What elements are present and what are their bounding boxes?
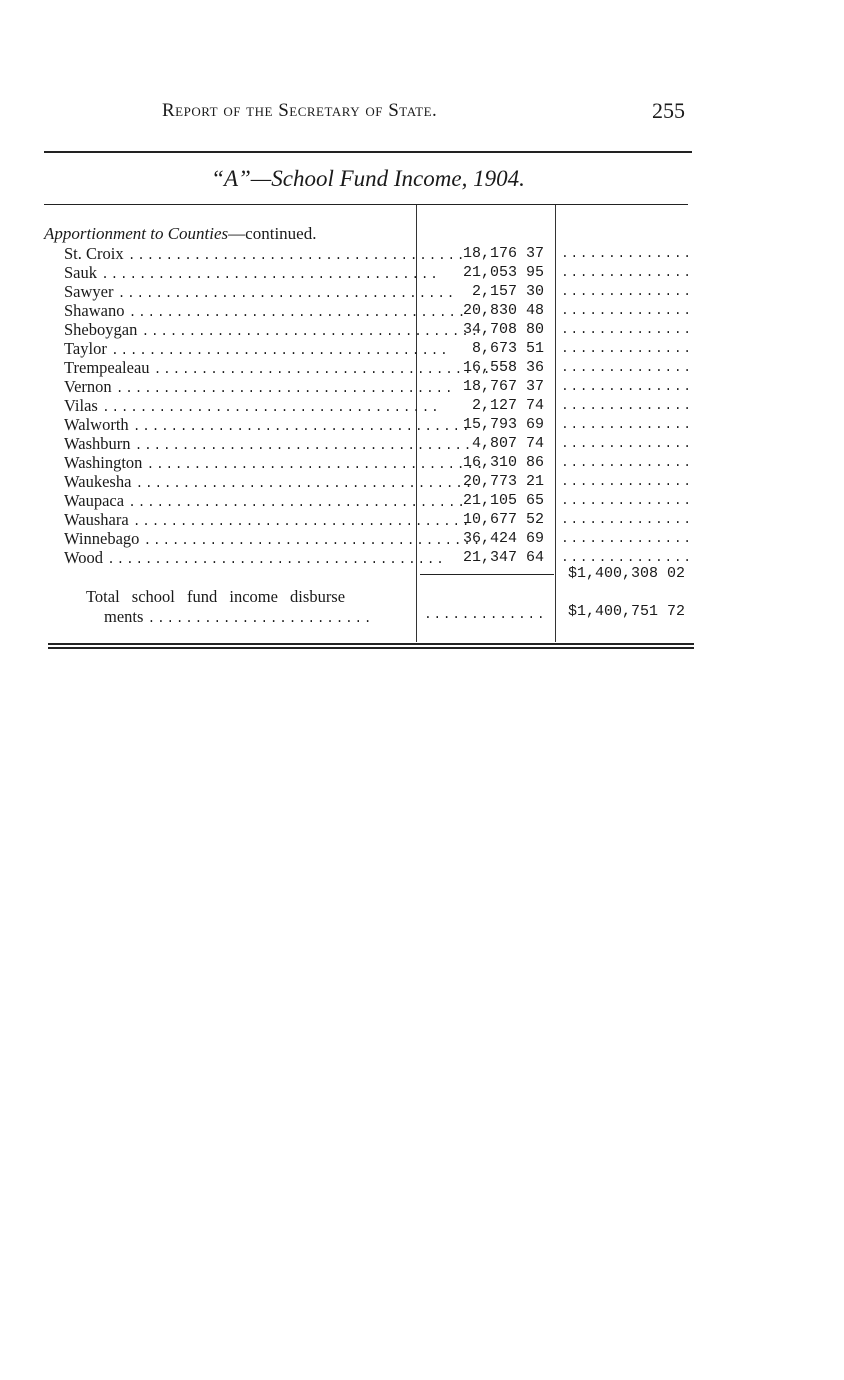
leader-dots: ....................................: [143, 533, 482, 548]
county-name: [64, 263, 440, 284]
table-row: [44, 244, 694, 263]
empty-column-dots: ..............: [561, 512, 693, 527]
table-row: [44, 491, 694, 510]
leader-dots: ....................................: [128, 305, 468, 320]
county-name: [64, 320, 480, 341]
empty-column-dots: ..............: [561, 531, 693, 546]
empty-column-dots: ..............: [561, 417, 693, 432]
county-name: [64, 415, 472, 436]
table-row: [44, 472, 694, 491]
county-name: [64, 339, 450, 360]
county-amount: 36,424 69: [462, 530, 544, 547]
total-label-line1: Total school fund income disburse: [86, 587, 346, 606]
leader-dots: ....................................: [110, 343, 450, 358]
empty-column-dots: ..............: [561, 455, 693, 470]
county-name: [64, 510, 472, 531]
county-label: Sheboygan: [64, 320, 138, 339]
county-amount: 16,558 36: [462, 359, 544, 376]
county-label: Vernon: [64, 377, 112, 396]
county-amount: 20,830 48: [462, 302, 544, 319]
empty-column-dots: ..............: [561, 493, 693, 508]
table-row: [44, 320, 694, 339]
empty-column-dots: ..............: [561, 265, 693, 280]
table-row: [44, 301, 694, 320]
page-number: 255: [652, 98, 685, 123]
county-name: [64, 377, 455, 398]
county-amount: 8,673 51: [471, 340, 544, 357]
county-label: Walworth: [64, 415, 129, 434]
county-amount: 10,677 52: [462, 511, 544, 528]
table-row: [44, 453, 694, 472]
county-amount: 15,793 69: [462, 416, 544, 433]
empty-column-dots: ..............: [561, 379, 693, 394]
county-label: Sawyer: [64, 282, 114, 301]
running-head: Report of the Secretary of State.: [162, 100, 438, 121]
subtotal-rule: [420, 574, 554, 575]
leader-dots: ....................................: [115, 381, 455, 396]
county-amount: 34,708 80: [462, 321, 544, 338]
leader-dots: ....................................: [153, 362, 493, 377]
county-name: [64, 434, 474, 455]
county-name: [64, 282, 457, 303]
top-rule: [44, 151, 692, 153]
table-row: [44, 263, 694, 282]
total-leader-dots: .............: [424, 607, 547, 622]
empty-column-dots: ..............: [561, 436, 693, 451]
section-heading-continued: —continued.: [228, 224, 317, 243]
county-label: Washburn: [64, 434, 131, 453]
empty-column-dots: ..............: [561, 246, 693, 261]
empty-column-dots: ..............: [561, 360, 693, 375]
table-row: [44, 339, 694, 358]
empty-column-dots: ..............: [561, 550, 693, 565]
county-amount: 18,176 37: [462, 245, 544, 262]
table-row: [44, 510, 694, 529]
county-name: [64, 453, 485, 474]
leader-dots: ....................................: [128, 495, 467, 510]
county-label: Vilas: [64, 396, 98, 415]
county-amount: 4,807 74: [471, 435, 544, 452]
county-label: Washington: [64, 453, 143, 472]
leader-dots: ....................................: [127, 248, 467, 263]
county-label: Sauk: [64, 263, 97, 282]
title-rule: [44, 204, 688, 205]
county-name: [64, 301, 468, 322]
leader-dots: ....................................: [132, 514, 472, 529]
table-row: [44, 415, 694, 434]
county-label: St. Croix: [64, 244, 124, 263]
empty-column-dots: ..............: [561, 322, 693, 337]
county-label: Wood: [64, 548, 104, 567]
table-row: [44, 282, 694, 301]
leader-dots: ....................................: [132, 419, 472, 434]
county-label: Waukesha: [64, 472, 132, 491]
table-row: [44, 396, 694, 415]
county-label: Waupaca: [64, 491, 125, 510]
county-rows: [44, 244, 694, 567]
county-amount: 21,105 65: [462, 492, 544, 509]
leader-dots: ....................................: [141, 324, 480, 339]
county-label: Trempealeau: [64, 358, 150, 377]
total-label-text: ments: [104, 607, 144, 626]
table-row: [44, 529, 694, 548]
leader-dots: ....................................: [135, 476, 474, 491]
leader-dots: ....................................: [101, 267, 440, 282]
leader-dots: ....................................: [117, 286, 457, 301]
county-name: [64, 529, 482, 550]
bottom-rule-2: [48, 647, 694, 649]
total-amount: $1,400,751 72: [568, 603, 686, 620]
county-amount: 21,053 95: [462, 264, 544, 281]
county-amount: 16,310 86: [462, 454, 544, 471]
subtotal-amount: $1,400,308 02: [568, 565, 686, 582]
county-amount: 20,773 21: [462, 473, 544, 490]
table-row: [44, 358, 694, 377]
county-name: [64, 491, 467, 512]
section-heading: [44, 224, 316, 244]
county-label: Shawano: [64, 301, 125, 320]
table-title: “A”—School Fund Income, 1904.: [211, 166, 525, 191]
county-amount: 2,157 30: [471, 283, 544, 300]
empty-column-dots: ..............: [561, 474, 693, 489]
leader-dots: ....................................: [101, 400, 441, 415]
empty-column-dots: ..............: [561, 341, 693, 356]
leader-dots: ....................................: [107, 552, 446, 567]
county-amount: 18,767 37: [462, 378, 544, 395]
empty-column-dots: ..............: [561, 398, 693, 413]
county-label: Waushara: [64, 510, 129, 529]
total-label-line2: [104, 607, 373, 627]
table-row: [44, 377, 694, 396]
empty-column-dots: ..............: [561, 284, 693, 299]
empty-column-dots: ..............: [561, 303, 693, 318]
county-name: [64, 472, 474, 493]
county-name: [64, 396, 441, 417]
leader-dots: ....................................: [146, 457, 485, 472]
county-name: [64, 548, 446, 569]
bottom-rule-1: [48, 643, 694, 645]
county-label: Taylor: [64, 339, 107, 358]
county-label: Winnebago: [64, 529, 140, 548]
county-name: [64, 358, 493, 379]
leader-dots: ........................: [147, 611, 374, 626]
county-amount: 21,347 64: [462, 549, 544, 566]
county-name: [64, 244, 467, 265]
county-amount: 2,127 74: [471, 397, 544, 414]
section-heading-main: Apportionment to Counties: [44, 224, 229, 243]
table-row: [44, 434, 694, 453]
leader-dots: ....................................: [134, 438, 474, 453]
